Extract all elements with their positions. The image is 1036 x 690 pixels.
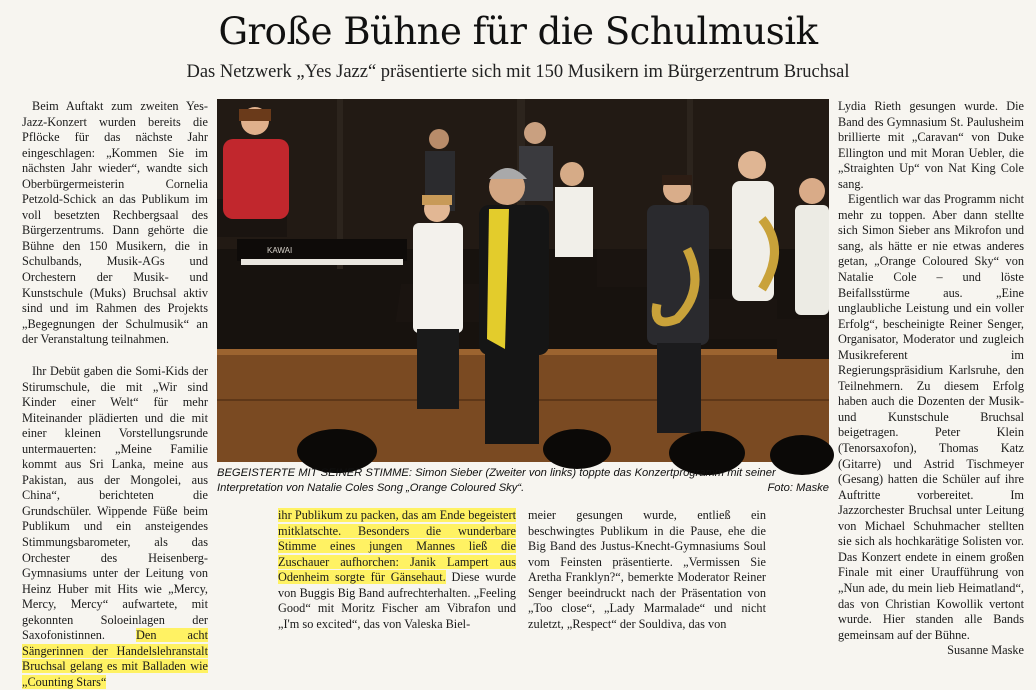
highlighted-text: ihr Publikum zu packen, das am Ende begeistert mitklatschte. Besonders die wunderbare Stimme eines jungen Mannes ließ die Zuschauer aufhorchen: Janik Lampert aus Odenheim sorgte für Gänsehaut. <box>278 508 516 585</box>
highlighted-text: Den acht Sängerinnen der Handelslehranstalt Bruchsal gelang es mit Balladen wie „Counting Stars“ <box>22 628 208 689</box>
subheadline: Das Netzwerk „Yes Jazz“ präsentierte sich mit 150 Musikern im Bürgerzentrum Bruchsal <box>186 62 850 82</box>
photo-credit: Foto: Maske <box>767 482 829 494</box>
caption-text: Simon Sieber (Zweiter von links) toppte das Konzertprogramm mit seiner Interpretation von Natalie Coles Song „Orange Coloured Sky“. <box>217 467 776 494</box>
keyboard-brand: KAWAI <box>267 246 293 255</box>
article-column-1-continued <box>22 364 208 690</box>
author-signature: Susanne Maske <box>947 643 1024 658</box>
article-column-2 <box>278 508 516 632</box>
paragraph: meier gesungen wurde, entließ ein beschwingtes Publikum in die Pause, ehe die Big Band des Justus-Knecht-Gymnasiums Soul vom Feinsten präsentierte. „Vermissen Sie Aretha Franklyn?“, bemerkte Moderator Reiner Senger beeindruckt nach der Präsentation von „Too close“, „Lady Marmalade“ und nicht zuletzt, „Respect“ der Souldiva, das von <box>528 508 766 631</box>
paragraph: Eigentlich war das Programm nicht mehr zu toppen. Aber dann stellte sich Simon Sieber ans Mikrofon und sang, als hätte er nie etwas anderes getan, „Orange Coloured Sky“ von Natalie Cole – und löste Beifallsstürme aus. „Eine unglaubliche Leistung und ein voller Erfolg“, bescheinigte Reiner Senger, Organisator, Moderator und zugleich Musikreferent im Regierungspräsidium Karlsruhe, den Teilnehmern. Zu diesem Erfolg haben auch die Dozenten der Musik- und Kunstschule Bruchsal beigetragen. Peter Klein (Tenorsaxofon), Thomas Katz (Gitarre) und Astrid Tischmeyer (Gesang) hatten die Schüler auf ihre Auftritte vorbereitet. Im Jazzorchester Bruchsal unter Leitung von Michael Schuhmacher stellten sie sich als hochkarätige Solisten vor. Das Konzert endete in einem großen Finale mit einer Uraufführung von „Nun ade, du mein lieb Heimatland“, das von Christian Kowollik vertont wurde. Hier standen alle Bands gemeinsam auf der Bühne. <box>838 192 1024 642</box>
caption-lead: BEGEISTERTE MIT SEINER STIMME: <box>217 467 412 479</box>
article-column-3 <box>528 508 766 632</box>
photo-caption <box>217 466 829 496</box>
paragraph <box>278 508 516 632</box>
concert-photo <box>217 99 829 462</box>
article-column-1 <box>22 99 208 348</box>
headline: Große Bühne für die Schulmusik <box>218 10 818 53</box>
paragraph: Lydia Rieth gesungen wurde. Die Band des Gymnasium St. Paulusheim brillierte mit „Caravan“ von Duke Ellington und mit Moran Uebler, die „Straighten Up“ von Nat King Cole sang. <box>838 99 1024 191</box>
paragraph <box>22 364 208 690</box>
concert-photo-illustration <box>217 99 829 462</box>
paragraph-text: Diese wurde von Buggis Big Band aufrechterhalten. „Feeling Good“ mit Moritz Fischer am Vibrafon und „I'm so excited“, das von Valeska Biel- <box>278 570 516 631</box>
article-column-4 <box>838 99 1024 659</box>
paragraph-text: Ihr Debüt gaben die Somi-Kids der Stirumschule, die mit „Wir sind Kinder einer Welt“ für mehr Miteinander plädierten und die mit einer kleinen Vorstellungsrunde untermauerten: „Meine Familie kommt aus Sri Lanka, meine aus Pakistan, aus der Mongolei, aus China“, berichteten die Grundschüler. Wippende Füße beim Publikum und ein ansteigendes Stimmungsbarometer, als das Orchester des Heisenberg-Gymnasiums unter der Leitung von Heinz Huber mit Hits wie „Mercy, Mercy, Mercy“ aufwartete, mit gekonnten Soloeinlagen der Saxofonistinnen. <box>22 364 208 643</box>
paragraph: Beim Auftakt zum zweiten Yes-Jazz-Konzert wurden bereits die Pflöcke für das nächste Jahr eingeschlagen: „Kommen Sie im nächsten Jahr wieder“, wandte sich Oberbürgermeisterin Cornelia Petzold-Schick an das Publikum im voll besetzten Rechbergsaal des Bürgerzentrums. Dann gehörte die Bühne den 150 Musikern, die in Schulbands, Musik-AGs und Orchestern der Musik- und Kunstschule (Muks) Bruchsal aktiv sind und im Rahmen des Projekts „Begegnungen der Schulmusik“ an der Veranstaltung teilnahmen. <box>22 99 208 347</box>
